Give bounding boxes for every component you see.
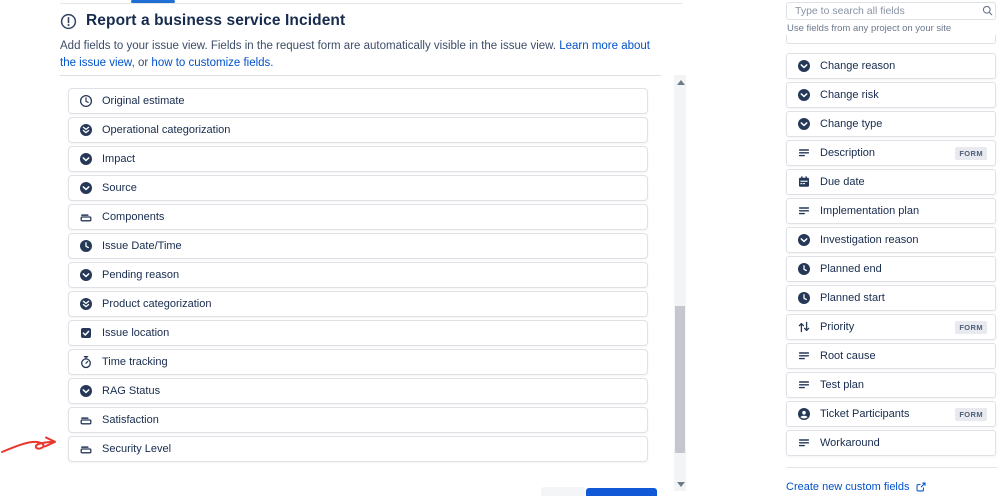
field-card-description[interactable]: [786, 140, 996, 166]
field-label: Original estimate: [102, 95, 185, 107]
field-label: Security Level: [102, 443, 172, 455]
issue-view-field-list: [68, 88, 648, 465]
stopwatch-icon: [79, 355, 93, 369]
issue-view-link[interactable]: Learn more about the issue view: [60, 40, 651, 69]
priority-arrows-icon: [797, 320, 811, 334]
checkbox-icon: [79, 326, 93, 340]
field-card-pending-reason[interactable]: [68, 262, 648, 288]
cascading-select-icon: [79, 123, 93, 137]
field-card-planned-start[interactable]: [786, 285, 996, 311]
field-label: Product categorization: [102, 298, 212, 310]
select-chevron-icon: [79, 268, 93, 282]
save-button-cutoff[interactable]: [586, 488, 657, 496]
field-card-implementation-plan[interactable]: [786, 198, 996, 224]
text-lines-icon: [797, 204, 811, 218]
text-lines-icon: [797, 349, 811, 363]
cascading-select-icon: [79, 297, 93, 311]
field-label: Test plan: [820, 379, 865, 391]
text-lines-icon: [797, 436, 811, 450]
field-card-original-estimate[interactable]: [68, 88, 648, 114]
field-card-test-plan[interactable]: [786, 372, 996, 398]
field-card-issue-date-time[interactable]: [68, 233, 648, 259]
clock-outline-icon: [79, 94, 93, 108]
field-label: Priority: [820, 321, 855, 333]
field-card-security-level[interactable]: [68, 436, 648, 462]
create-custom-fields-label: Create new custom fields: [786, 481, 910, 493]
form-badge: FORM: [955, 408, 987, 421]
field-card-change-reason[interactable]: [786, 53, 996, 79]
field-label: Issue location: [102, 327, 170, 339]
red-annotation-arrow: [0, 432, 62, 458]
cancel-button-cutoff[interactable]: [541, 487, 585, 496]
field-label: Planned start: [820, 292, 885, 304]
available-fields-list: [786, 53, 996, 459]
field-label: Investigation reason: [820, 234, 919, 246]
clock-filled-icon: [79, 239, 93, 253]
select-chevron-icon: [79, 181, 93, 195]
field-card-impact[interactable]: [68, 146, 648, 172]
field-card-partial[interactable]: [786, 35, 996, 44]
calendar-icon: [797, 175, 811, 189]
form-badge: FORM: [955, 321, 987, 334]
person-circle-icon: [797, 407, 811, 421]
sidebar-divider: [786, 467, 997, 468]
tab-bar: [60, 0, 682, 4]
field-card-change-type[interactable]: [786, 111, 996, 137]
field-card-change-risk[interactable]: [786, 82, 996, 108]
text-lines-icon: [797, 146, 811, 160]
page-title: Report a business service Incident: [86, 12, 346, 29]
description: [60, 38, 664, 71]
scrollbar-thumb[interactable]: [675, 306, 685, 453]
field-label: Change reason: [820, 60, 896, 72]
field-card-satisfaction[interactable]: [68, 407, 648, 433]
description-text-2: , or: [131, 56, 152, 69]
field-label: Change type: [820, 118, 883, 130]
clock-filled-icon: [797, 262, 811, 276]
field-card-planned-end[interactable]: [786, 256, 996, 282]
scrollbar-down-arrow-icon[interactable]: [677, 482, 685, 487]
component-drawer-icon: [79, 210, 93, 224]
text-lines-icon: [797, 378, 811, 392]
select-chevron-icon: [797, 59, 811, 73]
field-card-ticket-participants[interactable]: [786, 401, 996, 427]
field-card-priority[interactable]: [786, 314, 996, 340]
select-chevron-icon: [797, 117, 811, 131]
field-card-issue-location[interactable]: [68, 320, 648, 346]
field-card-investigation-reason[interactable]: [786, 227, 996, 253]
component-drawer-icon: [79, 413, 93, 427]
active-tab-indicator: [131, 0, 175, 3]
search-icon: [981, 4, 994, 17]
field-card-product-categorization[interactable]: [68, 291, 648, 317]
field-card-components[interactable]: [68, 204, 648, 230]
field-card-time-tracking[interactable]: [68, 349, 648, 375]
field-card-workaround[interactable]: [786, 430, 996, 456]
header-divider: [60, 75, 661, 76]
field-card-rag-status[interactable]: [68, 378, 648, 404]
external-link-icon: [915, 481, 927, 493]
field-label: Pending reason: [102, 269, 180, 281]
customize-fields-link[interactable]: how to customize fields.: [151, 56, 274, 69]
select-chevron-icon: [79, 152, 93, 166]
scrollbar-up-arrow-icon[interactable]: [677, 80, 685, 85]
component-drawer-icon: [79, 442, 93, 456]
description-text-1: Add fields to your issue view. Fields in the request form are automatically visible in the issue view.: [60, 40, 560, 52]
field-label: Time tracking: [102, 356, 168, 368]
field-label: Operational categorization: [102, 124, 231, 136]
field-label: Issue Date/Time: [102, 240, 182, 252]
sidebar-caption: Use fields from any project on your site: [787, 23, 952, 34]
incident-exclamation-icon: [60, 13, 77, 30]
search-fields-input[interactable]: [786, 2, 996, 20]
field-label: Due date: [820, 176, 865, 188]
select-chevron-icon: [797, 88, 811, 102]
create-custom-fields-link[interactable]: [786, 481, 927, 493]
field-label: Implementation plan: [820, 205, 920, 217]
field-label: Impact: [102, 153, 136, 165]
field-label: Description: [820, 147, 876, 159]
field-label: Planned end: [820, 263, 882, 275]
form-badge: FORM: [955, 147, 987, 160]
select-chevron-icon: [797, 233, 811, 247]
field-label: Ticket Participants: [820, 408, 910, 420]
field-label: Root cause: [820, 350, 876, 362]
field-label: RAG Status: [102, 385, 161, 397]
field-label: Components: [102, 211, 165, 223]
field-card-due-date[interactable]: [786, 169, 996, 195]
field-label: Source: [102, 182, 137, 194]
field-card-operational-categorization[interactable]: [68, 117, 648, 143]
field-card-root-cause[interactable]: [786, 343, 996, 369]
select-chevron-icon: [79, 384, 93, 398]
page-header: [60, 12, 345, 30]
field-label: Workaround: [820, 437, 880, 449]
field-label: Change risk: [820, 89, 879, 101]
field-label: Satisfaction: [102, 414, 159, 426]
clock-filled-icon: [797, 291, 811, 305]
field-card-source[interactable]: [68, 175, 648, 201]
